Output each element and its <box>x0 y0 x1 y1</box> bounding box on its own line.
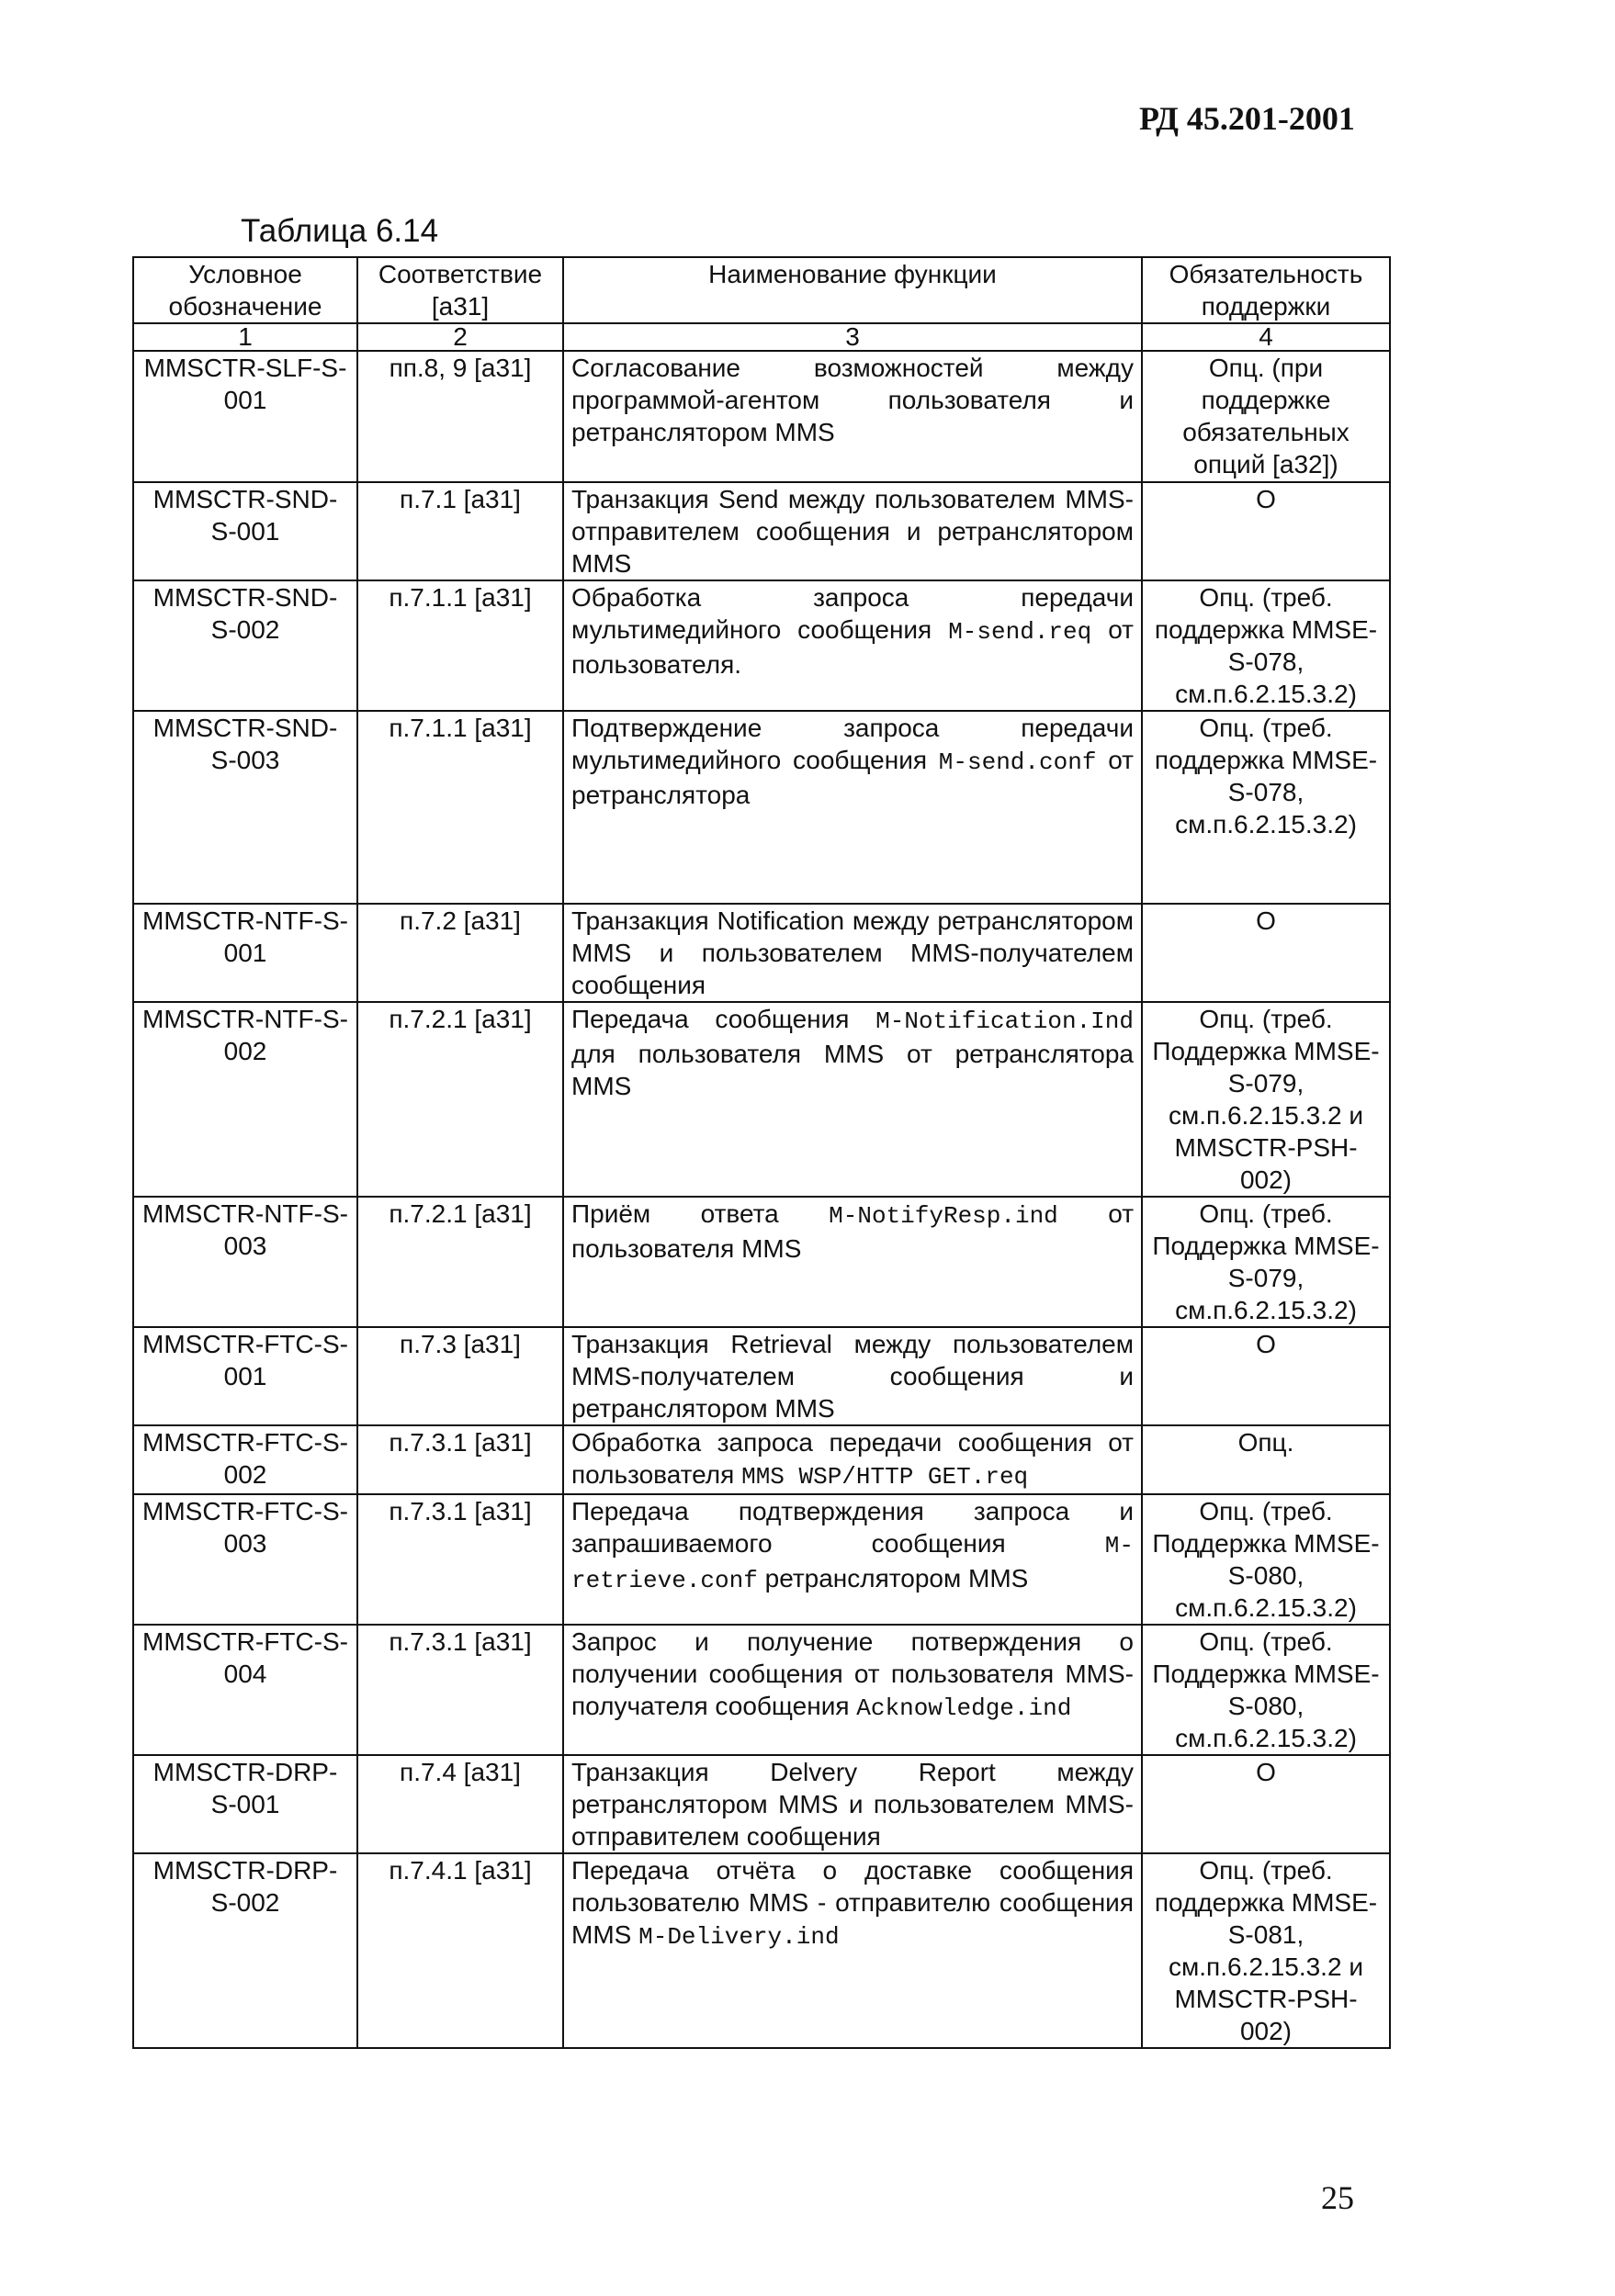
cell-function <box>563 1197 1142 1327</box>
function-code: M-Delivery.ind <box>638 1923 840 1951</box>
cell-id: MMSCTR-FTC-S-002 <box>133 1425 357 1494</box>
cell-support: Опц. (треб. Поддержка MMSE-S-080, см.п.6.2.15.3.2) <box>1142 1494 1390 1625</box>
column-header-support: Обязательность поддержки <box>1142 257 1390 323</box>
cell-ref: п.7.2.1 [а31] <box>357 1002 563 1197</box>
cell-ref: п.7.1.1 [а31] <box>357 580 563 711</box>
cell-ref: п.7.1.1 [а31] <box>357 711 563 904</box>
document-id: РД 45.201-2001 <box>1139 100 1355 137</box>
cell-support: Опц. (треб. Поддержка MMSE-S-079, см.п.6.2.15.3.2) <box>1142 1197 1390 1327</box>
column-number: 1 <box>133 323 357 351</box>
function-code: M-send.req <box>948 618 1092 646</box>
table-caption: Таблица 6.14 <box>241 213 439 249</box>
cell-support: О <box>1142 482 1390 580</box>
cell-function: Согласование возможностей между программой-агентом пользователя и ретранслятором MMS <box>563 351 1142 482</box>
cell-support: О <box>1142 1755 1390 1853</box>
function-text: ретранслятором MMS <box>764 1564 1029 1593</box>
table-row <box>133 580 1390 711</box>
function-text: для пользователя MMS от ретранслятора MMS <box>571 1040 1134 1100</box>
function-text: от пользователя. <box>571 615 1134 679</box>
cell-ref: п.7.3 [а31] <box>357 1327 563 1425</box>
table-row <box>133 1425 1390 1494</box>
function-code: M-retrieve.conf <box>571 1532 1135 1594</box>
function-code: M-NotifyResp.ind <box>829 1202 1058 1230</box>
cell-id: MMSCTR-NTF-S-001 <box>133 904 357 1002</box>
column-header-function: Наименование функции <box>563 257 1142 323</box>
function-text: Обработка запроса передачи сообщения от пользователя <box>571 1428 1134 1489</box>
cell-id: MMSCTR-SND-S-001 <box>133 482 357 580</box>
function-text: Запрос и получение потверждения о получении сообщения от пользователя MMS-получателя сообщения <box>571 1627 1134 1720</box>
cell-function <box>563 1853 1142 2048</box>
table-row <box>133 1002 1390 1197</box>
column-number-row <box>133 323 1390 351</box>
cell-support: О <box>1142 1327 1390 1425</box>
cell-id: MMSCTR-SLF-S-001 <box>133 351 357 482</box>
specification-table <box>132 256 1391 2049</box>
table-row <box>133 1494 1390 1625</box>
cell-support: Опц. (при поддержке обязательных опций [а32]) <box>1142 351 1390 482</box>
cell-ref: п.7.4 [а31] <box>357 1755 563 1853</box>
function-code: MMS WSP/HTTP GET.req <box>741 1463 1029 1491</box>
function-text: Подтверждение запроса передачи мультимедийного сообщения <box>571 714 1134 774</box>
cell-function: Транзакция Retrieval между пользователем MMS-получателем сообщения и ретранслятором MMS <box>563 1327 1142 1425</box>
cell-id: MMSCTR-DRP-S-001 <box>133 1755 357 1853</box>
cell-id: MMSCTR-SND-S-003 <box>133 711 357 904</box>
cell-id: MMSCTR-FTC-S-001 <box>133 1327 357 1425</box>
cell-id: MMSCTR-FTC-S-004 <box>133 1625 357 1755</box>
function-code: M-Notification.Ind <box>875 1007 1134 1035</box>
cell-support: Опц. (треб. поддержка MMSE-S-078, см.п.6.2.15.3.2) <box>1142 580 1390 711</box>
cell-support: Опц. <box>1142 1425 1390 1494</box>
column-number: 3 <box>563 323 1142 351</box>
table-row <box>133 351 1390 482</box>
column-header-ref: Соответствие [а31] <box>357 257 563 323</box>
function-text: Обработка запроса передачи мультимедийного сообщения <box>571 583 1134 644</box>
cell-ref: п.7.3.1 [а31] <box>357 1425 563 1494</box>
cell-support: Опц. (треб. Поддержка MMSE-S-079, см.п.6.2.15.3.2 и MMSCTR-PSH-002) <box>1142 1002 1390 1197</box>
cell-function <box>563 1425 1142 1494</box>
cell-ref: п.7.1 [а31] <box>357 482 563 580</box>
cell-function: Транзакция Delvery Report между ретранслятором MMS и пользователем MMS-отправителем сообщения <box>563 1755 1142 1853</box>
cell-support: Опц. (треб. поддержка MMSE-S-081, см.п.6.2.15.3.2 и MMSCTR-PSH-002) <box>1142 1853 1390 2048</box>
cell-id: MMSCTR-SND-S-002 <box>133 580 357 711</box>
function-text: от ретранслятора <box>571 746 1134 809</box>
cell-id: MMSCTR-NTF-S-002 <box>133 1002 357 1197</box>
page-number: 25 <box>1321 2179 1354 2216</box>
function-code: M-send.conf <box>938 748 1097 776</box>
cell-function: Транзакция Notification между ретранслятором MMS и пользователем MMS-получателем сообщения <box>563 904 1142 1002</box>
cell-support: Опц. (треб. Поддержка MMSE-S-080, см.п.6.2.15.3.2) <box>1142 1625 1390 1755</box>
column-header-id: Условное обозначение <box>133 257 357 323</box>
cell-function: Транзакция Send между пользователем MMS-отправителем сообщения и ретранслятором MMS <box>563 482 1142 580</box>
column-number: 4 <box>1142 323 1390 351</box>
cell-function <box>563 1494 1142 1625</box>
function-text: Передача сообщения <box>571 1005 850 1033</box>
function-text: Приём ответа <box>571 1199 779 1228</box>
cell-id: MMSCTR-NTF-S-003 <box>133 1197 357 1327</box>
cell-ref: п.7.3.1 [а31] <box>357 1494 563 1625</box>
cell-ref: п.7.2.1 [а31] <box>357 1197 563 1327</box>
cell-id: MMSCTR-FTC-S-003 <box>133 1494 357 1625</box>
function-text: Передача подтверждения запроса и запрашиваемого сообщения <box>571 1497 1134 1558</box>
table-row <box>133 1853 1390 2048</box>
table-row <box>133 711 1390 904</box>
cell-support: О <box>1142 904 1390 1002</box>
cell-function <box>563 580 1142 711</box>
cell-ref: п.7.2 [а31] <box>357 904 563 1002</box>
function-text: от пользователя MMS <box>571 1199 1135 1263</box>
cell-function <box>563 1625 1142 1755</box>
table-row <box>133 1755 1390 1853</box>
table-row <box>133 482 1390 580</box>
cell-ref: п.7.4.1 [а31] <box>357 1853 563 2048</box>
table-row <box>133 1625 1390 1755</box>
column-number: 2 <box>357 323 563 351</box>
function-code: Acknowledge.ind <box>856 1694 1072 1722</box>
table-row <box>133 904 1390 1002</box>
cell-ref: пп.8, 9 [а31] <box>357 351 563 482</box>
function-text: Передача отчёта о доставке сообщения пользователю MMS - отправителю сообщения MMS <box>571 1856 1134 1949</box>
cell-id: MMSCTR-DRP-S-002 <box>133 1853 357 2048</box>
table-row <box>133 1197 1390 1327</box>
table-row <box>133 1327 1390 1425</box>
cell-function <box>563 711 1142 904</box>
cell-function <box>563 1002 1142 1197</box>
cell-ref: п.7.3.1 [а31] <box>357 1625 563 1755</box>
cell-support: Опц. (треб. поддержка MMSE-S-078, см.п.6.2.15.3.2) <box>1142 711 1390 904</box>
table-header-row <box>133 257 1390 323</box>
